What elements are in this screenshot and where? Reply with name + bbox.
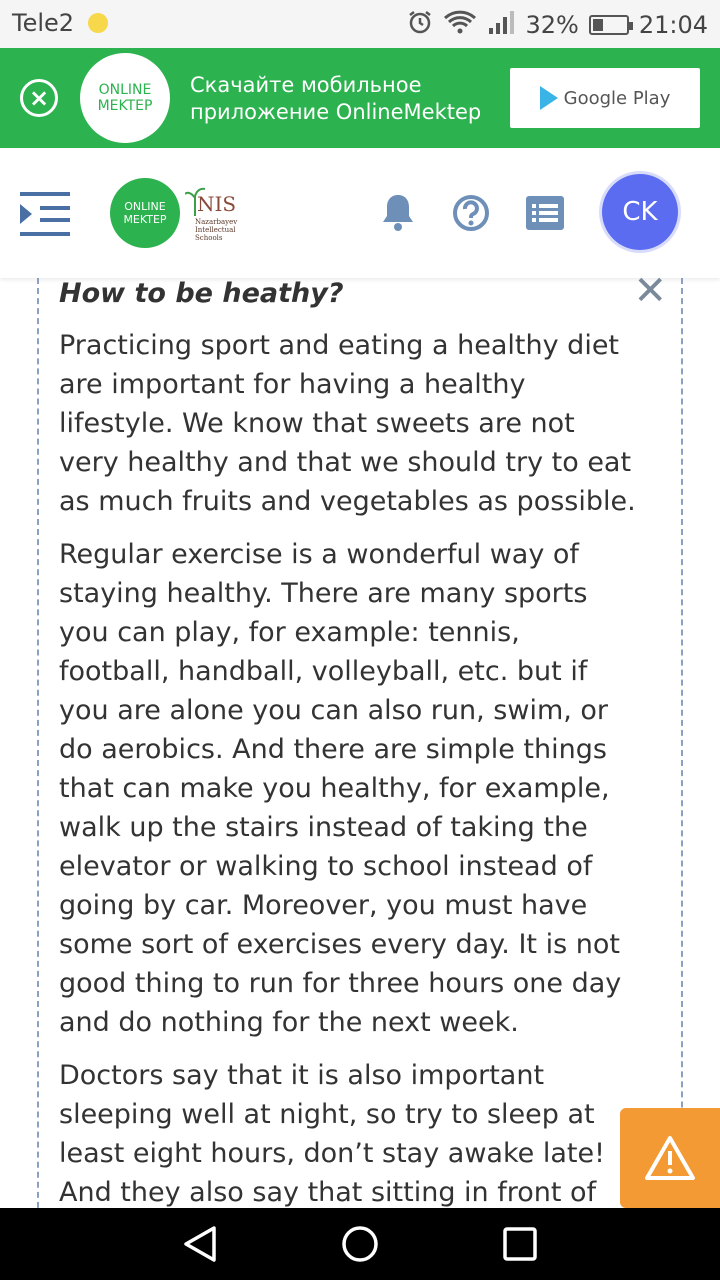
help-button[interactable] (452, 194, 490, 236)
report-problem-button[interactable] (620, 1108, 720, 1208)
alarm-icon (407, 9, 433, 41)
battery-fill (593, 19, 603, 31)
nis-logo (185, 182, 247, 246)
banner-text-line-2: приложение OnlineMektep (190, 100, 482, 124)
schedule-button[interactable] (526, 196, 564, 234)
status-bar (0, 0, 720, 48)
recents-square-icon (500, 1224, 540, 1264)
header-logo-line-2: MEKTEP (123, 213, 167, 226)
onlinemektep-header-logo[interactable] (110, 178, 180, 248)
google-play-button[interactable] (510, 68, 700, 128)
onlinemektep-logo (80, 53, 170, 143)
nis-sub-line-3: Schools (195, 234, 223, 242)
article-body (59, 326, 637, 1226)
wifi-icon (443, 9, 477, 41)
nis-logo-text: NIS (197, 192, 237, 216)
clock: 21:04 (638, 11, 708, 39)
warning-icon (644, 1135, 696, 1181)
menu-indent-icon (20, 190, 72, 238)
notifications-button[interactable] (380, 192, 416, 236)
close-article-icon[interactable]: ✕ (633, 268, 667, 314)
recents-button[interactable] (500, 1224, 540, 1268)
article-paragraph-3: Doctors say that it is also important sleeping well at night, so try to sleep at least eight hours, don’t stay awake late! And they also say that sitting in front of (59, 1060, 605, 1208)
home-circle-icon (340, 1224, 380, 1264)
google-play-label: Google Play (563, 87, 671, 109)
back-triangle-icon (180, 1224, 220, 1264)
banner-text-line-1: Скачайте мобильное (190, 73, 422, 97)
system-navigation-bar (0, 1208, 720, 1280)
back-button[interactable] (180, 1224, 220, 1268)
question-circle-icon (452, 194, 490, 232)
logo-line-2: MEKTEP (97, 98, 153, 114)
notification-dot-icon (88, 13, 108, 33)
site-header (0, 148, 720, 278)
app-download-banner (0, 48, 720, 148)
article-title: How to be heathy? (59, 278, 344, 309)
list-icon (526, 196, 564, 230)
carrier-name: Tele2 (12, 9, 75, 37)
battery-icon (589, 15, 629, 35)
menu-toggle-button[interactable] (20, 190, 72, 238)
article-card (37, 268, 683, 1238)
banner-text (190, 72, 490, 126)
header-logo-line-1: ONLINE (124, 200, 166, 213)
logo-line-1: ONLINE (98, 82, 152, 98)
article-paragraph-2: Regular exercise is a wonderful way of staying healthy. There are many sports you can play, for example: tennis, football, handball, volleyball, etc. but if you are alone you can also run, swim, or do aerobics. And there are simple things that can make you healthy, for example, walk up the stairs instead of taking the elevator or walking to school instead of going by car. Moreover, you must have some sort of exercises every day. It is not good thing to run for three hours one day and do nothing for the next week. (59, 539, 622, 1038)
bell-icon (380, 192, 416, 232)
nis-sub-line-2: Intellectual (195, 226, 236, 234)
nis-sub-line-1: Nazarbayev (195, 218, 238, 226)
close-banner-button[interactable]: × (20, 79, 58, 117)
user-avatar[interactable]: CK (602, 174, 678, 250)
signal-icon (487, 10, 515, 40)
google-play-icon (540, 86, 558, 110)
home-button[interactable] (340, 1224, 380, 1268)
battery-percent: 32% (525, 11, 579, 39)
article-paragraph-1: Practicing sport and eating a healthy diet are important for having a healthy lifestyle. We know that sweets are not very healthy and that we should try to eat as much fruits and vegetables as possible. (59, 330, 636, 517)
